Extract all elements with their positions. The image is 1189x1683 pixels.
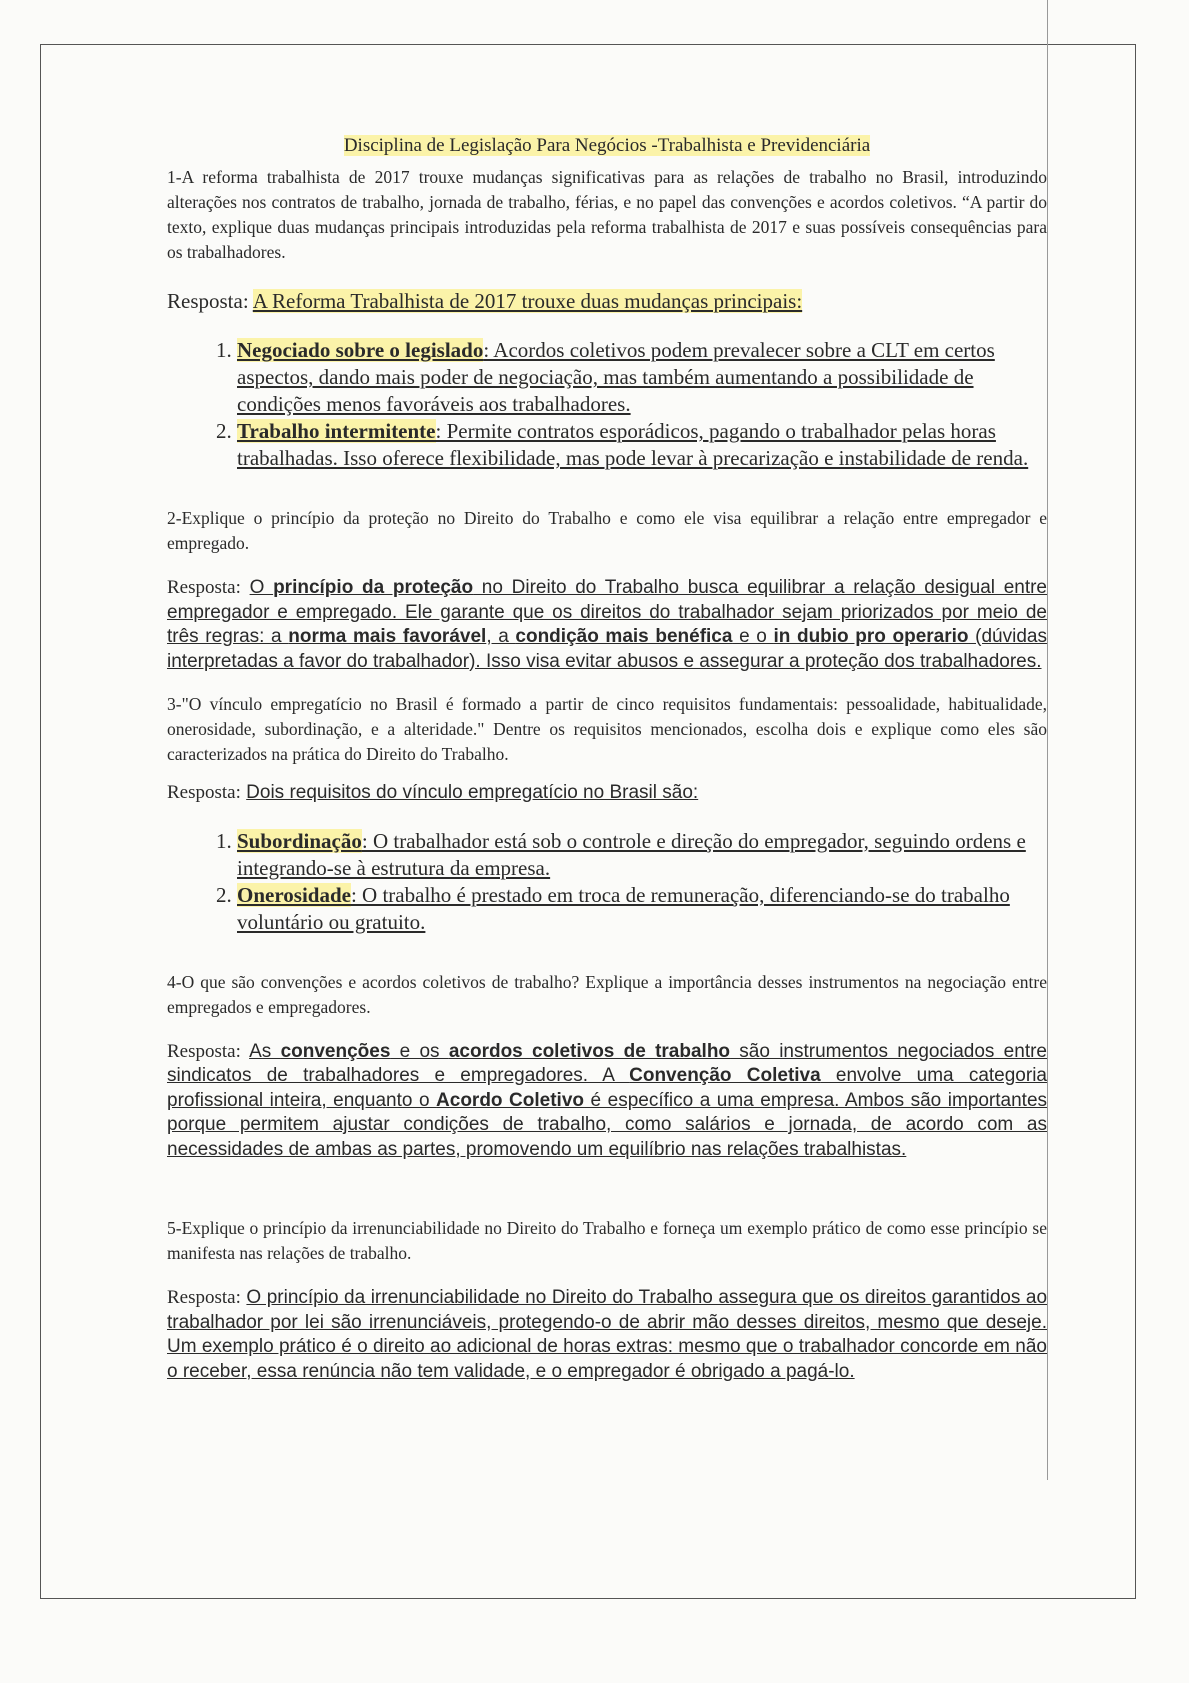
list-item: 2. Trabalho intermitente: Permite contratos esporádicos, pagando o trabalhador pelas horas trabalhadas. Isso oferece flexibilidade, mas pode levar à precarização e instabilidade de renda. [237, 418, 1047, 472]
document-body [167, 135, 1047, 1384]
list-item: 1. Negociado sobre o legislado: Acordos coletivos podem prevalecer sobre a CLT em certos aspectos, dando mais poder de negociação, mas também aumentando a possibilidade de condições menos favoráveis aos trabalhadores. [237, 337, 1047, 418]
answer-1-list [167, 337, 1047, 472]
answer-1-intro: Resposta: A Reforma Trabalhista de 2017 trouxe duas mudanças principais: [167, 289, 803, 313]
question-1: 1-A reforma trabalhista de 2017 trouxe mudanças significativas para as relações de trabalho no Brasil, introduzindo alterações nos contratos de trabalho, jornada de trabalho, férias, e no papel das convenções e acordos coletivos. “A partir do texto, explique duas mudanças principais introduzidas pela reforma trabalhista de 2017 e suas possíveis consequências para os trabalhadores. [167, 167, 1047, 262]
question-3: 3-"O vínculo empregatício no Brasil é formado a partir de cinco requisitos fundamentais: pessoalidade, habitualidade, onerosidade, subordinação, e a alteridade." Dentre os requisitos mencionados, escolha dois e explique como eles são caracterizados na prática do Direito do Trabalho. [167, 694, 1047, 764]
answer-5: Resposta: O princípio da irrenunciabilidade no Direito do Trabalho assegura que os direitos garantidos ao trabalhador por lei são irrenunciáveis, protegendo-o de abrir mão desses direitos, mesmo que deseje. Um exemplo prático é o direito ao adicional de horas extras: mesmo que o trabalhador concorde em não o receber, essa renúncia não tem validade, e o empregador é obrigado a pagá-lo. [167, 1287, 1048, 1382]
answer-4: Resposta: As convenções e os acordos coletivos de trabalho são instrumentos negociados entre sindicatos de trabalhadores e empregadores. A Convenção Coletiva envolve uma categoria profissional inteira, enquanto o Acordo Coletivo é específico a uma empresa. Ambos são importantes porque permitem ajustar condições de trabalho, como salários e jornada, de acordo com as necessidades de ambas as partes, promovendo um equilíbrio nas relações trabalhistas. [167, 1040, 1048, 1160]
answer-3-intro: Resposta: Dois requisitos do vínculo empregatício no Brasil são: [167, 782, 699, 803]
question-4: 4-O que são convenções e acordos coletivos de trabalho? Explique a importância desses instrumentos na negociação entre empregados e empregadores. [167, 971, 1047, 1017]
answer-2: Resposta: O princípio da proteção no Direito do Trabalho busca equilibrar a relação desigual entre empregador e empregado. Ele garante que os direitos do trabalhador sejam priorizados por meio de três regras: a norma mais favorável, a condição mais benéfica e o in dubio pro operario (dúvidas interpretadas a favor do trabalhador). Isso visa evitar abusos e assegurar a proteção dos trabalhadores. [167, 577, 1048, 672]
page-edge-line [1047, 0, 1048, 1480]
answer-3-list [167, 828, 1047, 936]
document-title: Disciplina de Legislação Para Negócios -Trabalhista e Previdenciária [343, 135, 871, 156]
list-item: 2. Onerosidade: O trabalho é prestado em troca de remuneração, diferenciando-se do trabalho voluntário ou gratuito. [237, 882, 1047, 936]
question-2: 2-Explique o princípio da proteção no Direito do Trabalho e como ele visa equilibrar a relação entre empregador e empregado. [167, 508, 1047, 553]
list-item: 1. Subordinação: O trabalhador está sob o controle e direção do empregador, seguindo ordens e integrando-se à estrutura da empresa. [237, 828, 1047, 882]
question-5: 5-Explique o princípio da irrenunciabilidade no Direito do Trabalho e forneça um exemplo prático de como esse princípio se manifesta nas relações de trabalho. [167, 1218, 1047, 1263]
